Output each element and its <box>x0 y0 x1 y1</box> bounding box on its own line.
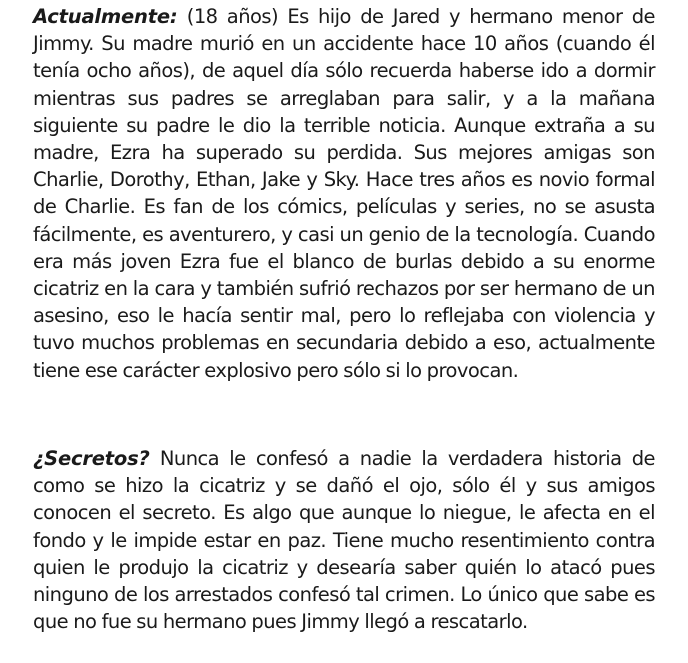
heading-actualmente: Actualmente: <box>33 5 178 28</box>
body-secretos: Nunca le confesó a nadie la verdadera historia de como se hizo la cicatriz y se dañó el ojo, sólo él y sus amigos conocen el secreto. Es algo que aunque lo niegue, le afecta en el fondo y le impide estar en paz. Tiene mucho resentimiento contra quien le produjo la cicatriz y desearía saber quién lo atacó pues ninguno de los arrestados confesó tal crimen. Lo único que sabe es que no fue su hermano pues Jimmy llegó a rescatarlo. <box>33 447 655 634</box>
heading-secretos: ¿Secretos? <box>33 447 150 470</box>
paragraph-secretos <box>33 445 655 635</box>
paragraph-actualmente <box>33 3 655 384</box>
body-actualmente: (18 años) Es hijo de Jared y hermano menor de Jimmy. Su madre murió en un accidente hace 10 años (cuando él tenía ocho años), de aquel día sólo recuerda haberse ido a dormir mientras sus padres se arreglaban para salir, y a la mañana siguiente su padre le dio la terrible noticia. Aunque extraña a su madre, Ezra ha superado su perdida. Sus mejores amigas son Charlie, Dorothy, Ethan, Jake y Sky. Hace tres años es novio formal de Charlie. Es fan de los cómics, películas y series, no se asusta fácilmente, es aventurero, y casi un genio de la tecnología. Cuando era más joven Ezra fue el blanco de burlas debido a su enorme cicatriz en la cara y también sufrió rechazos por ser hermano de un asesino, eso le hacía sentir mal, pero lo reflejaba con violencia y tuvo muchos problemas en secundaria debido a eso, actualmente tiene ese carácter explosivo pero sólo si lo provocan. <box>33 5 655 382</box>
